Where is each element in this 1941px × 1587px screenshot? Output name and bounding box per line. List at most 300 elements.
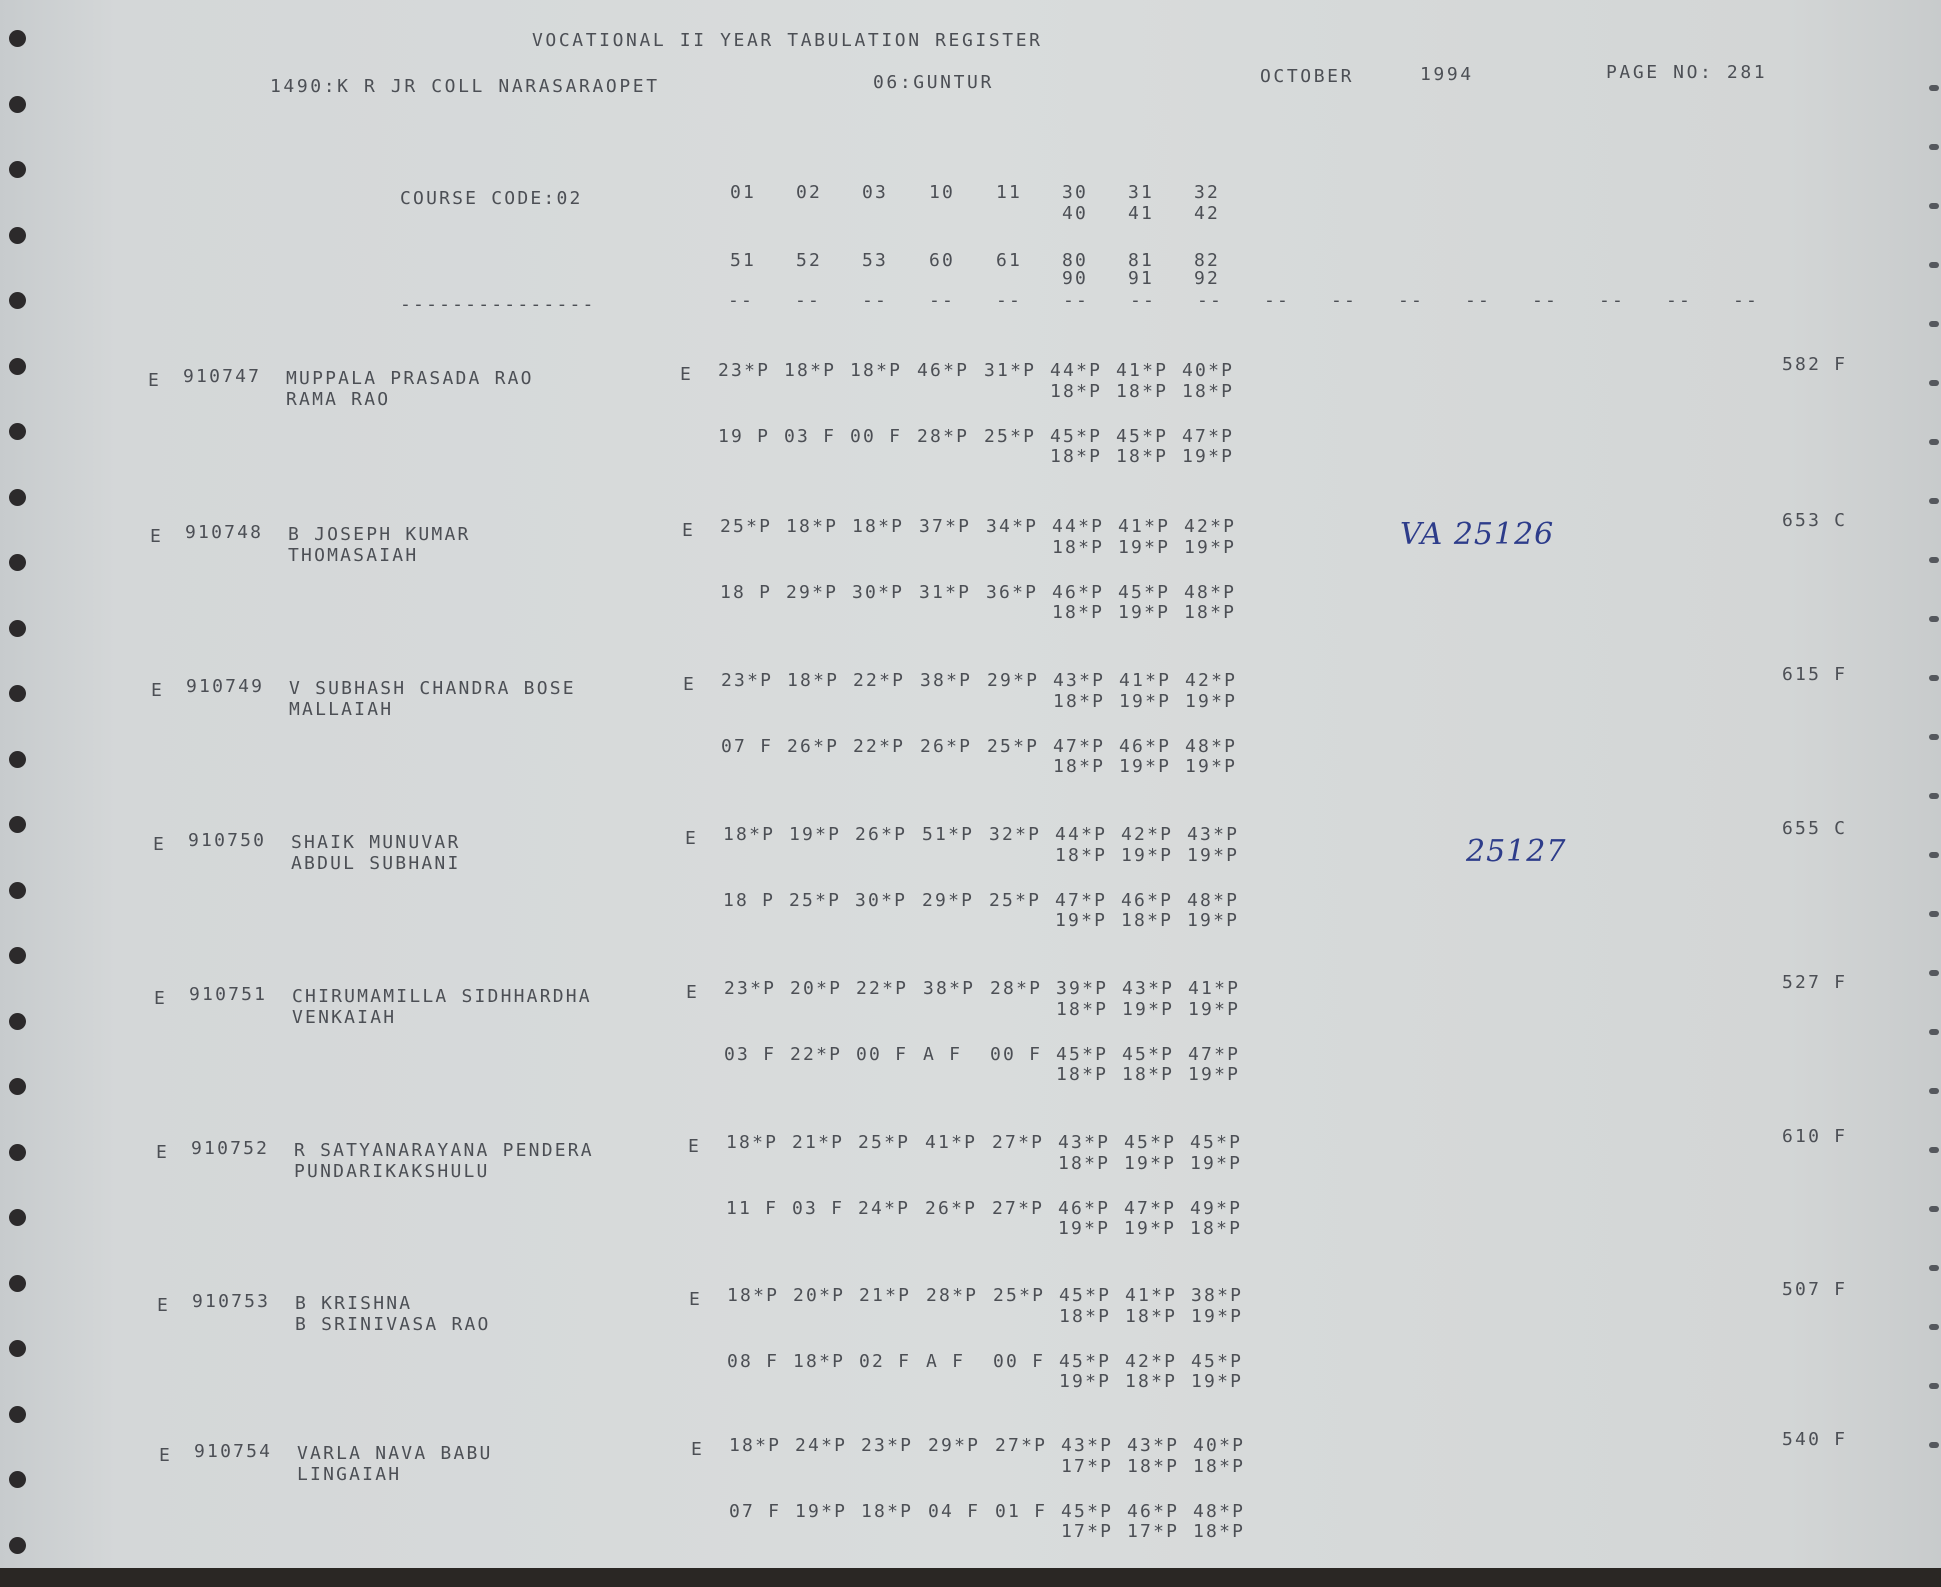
subject-mark: 00 F	[856, 1044, 909, 1065]
binder-hole	[9, 1144, 26, 1161]
subject-mark: 19*P	[1122, 999, 1175, 1020]
subject-mark: 02 F	[859, 1351, 912, 1372]
subject-mark: 03 F	[792, 1198, 845, 1219]
course-code-label: COURSE CODE:02	[400, 188, 583, 209]
edge-perforation	[1929, 1206, 1939, 1212]
subject-mark: 19*P	[789, 824, 842, 845]
subject-mark: 26*P	[787, 736, 840, 757]
subject-mark: 29*P	[786, 582, 839, 603]
subject-mark: 25*P	[989, 890, 1042, 911]
binder-hole	[9, 30, 26, 47]
page-number: PAGE NO: 281	[1606, 62, 1768, 83]
binder-hole	[9, 489, 26, 506]
edge-perforation	[1929, 734, 1939, 740]
subject-mark: 18 P	[723, 890, 776, 911]
subject-mark: 19*P	[1124, 1218, 1177, 1239]
subject-mark: 45*P	[1124, 1132, 1177, 1153]
subject-mark: 18*P	[1050, 381, 1103, 402]
subject-mark: 01 F	[995, 1501, 1048, 1522]
student-name: SHAIK MUNUVAR	[291, 832, 461, 853]
subject-mark: 44*P	[1050, 360, 1103, 381]
column-rule: --	[1197, 290, 1224, 311]
exam-type: E	[151, 680, 165, 701]
column-rule: --	[728, 290, 755, 311]
binder-hole	[9, 1078, 26, 1095]
father-name: RAMA RAO	[286, 389, 391, 410]
edge-perforation	[1929, 911, 1939, 917]
edge-perforation	[1929, 616, 1939, 622]
binder-hole	[9, 751, 26, 768]
subject-mark: 30*P	[852, 582, 905, 603]
subject-mark: 42*P	[1125, 1351, 1178, 1372]
column-rule: --	[1264, 290, 1291, 311]
medium-code: E	[680, 364, 694, 385]
subject-mark: 08 F	[727, 1351, 780, 1372]
roll-number: 910754	[194, 1441, 273, 1462]
subject-mark: 29*P	[922, 890, 975, 911]
subject-mark: 41*P	[925, 1132, 978, 1153]
edge-perforation	[1929, 557, 1939, 563]
subject-mark: 48*P	[1193, 1501, 1246, 1522]
subject-mark: 22*P	[856, 978, 909, 999]
column-rule: --	[1130, 290, 1157, 311]
edge-perforation	[1929, 1324, 1939, 1330]
register-title: VOCATIONAL II YEAR TABULATION REGISTER	[532, 30, 1043, 51]
subject-mark: 25*P	[993, 1285, 1046, 1306]
binder-hole	[9, 1209, 26, 1226]
exam-type: E	[156, 1142, 170, 1163]
father-name: THOMASAIAH	[288, 545, 419, 566]
column-rule: --	[1666, 290, 1693, 311]
subject-mark: 07 F	[729, 1501, 782, 1522]
subject-mark: 45*P	[1122, 1044, 1175, 1065]
subject-mark: 11 F	[726, 1198, 779, 1219]
subject-mark: 22*P	[853, 736, 906, 757]
subject-mark: 18*P	[1122, 1064, 1175, 1085]
edge-perforation	[1929, 498, 1939, 504]
subject-mark: 19*P	[795, 1501, 848, 1522]
father-name: ABDUL SUBHANI	[291, 853, 461, 874]
edge-perforation	[1929, 321, 1939, 327]
subject-mark: 45*P	[1050, 426, 1103, 447]
subject-mark: 43*P	[1053, 670, 1106, 691]
subject-mark: 20*P	[793, 1285, 846, 1306]
subject-mark: 26*P	[925, 1198, 978, 1219]
subject-mark: 25*P	[858, 1132, 911, 1153]
subject-mark: 18*P	[1121, 910, 1174, 931]
column-rule: --	[1733, 290, 1760, 311]
subject-mark: 18*P	[1182, 381, 1235, 402]
subject-mark: 29*P	[987, 670, 1040, 691]
total-and-result: 582 F	[1782, 354, 1848, 375]
subject-mark: 28*P	[926, 1285, 979, 1306]
roll-number: 910747	[183, 366, 262, 387]
subject-mark: 34*P	[986, 516, 1039, 537]
subject-mark: 28*P	[990, 978, 1043, 999]
course-column-code: 82	[1194, 250, 1221, 271]
father-name: B SRINIVASA RAO	[295, 1314, 491, 1335]
subject-mark: 18*P	[1190, 1218, 1243, 1239]
father-name: VENKAIAH	[292, 1007, 397, 1028]
subject-mark: 41*P	[1116, 360, 1169, 381]
subject-mark: 18*P	[1055, 845, 1108, 866]
subject-mark: 29*P	[928, 1435, 981, 1456]
subject-mark: 19*P	[1121, 845, 1174, 866]
exam-type: E	[153, 834, 167, 855]
course-column-code: 80	[1062, 250, 1089, 271]
course-column-code: 81	[1128, 250, 1155, 271]
subject-mark: 18*P	[727, 1285, 780, 1306]
subject-mark: 19*P	[1118, 537, 1171, 558]
subject-mark: 19*P	[1059, 1371, 1112, 1392]
subject-mark: 45*P	[1061, 1501, 1114, 1522]
subject-mark: 48*P	[1185, 736, 1238, 757]
subject-mark: 25*P	[789, 890, 842, 911]
subject-mark: 19*P	[1119, 691, 1172, 712]
subject-mark: 18*P	[784, 360, 837, 381]
exam-year: 1994	[1420, 64, 1474, 85]
exam-type: E	[159, 1445, 173, 1466]
edge-perforation	[1929, 1088, 1939, 1094]
subject-mark: 42*P	[1185, 670, 1238, 691]
subject-mark: 18*P	[1056, 999, 1109, 1020]
student-name: MUPPALA PRASADA RAO	[286, 368, 534, 389]
course-column-code: 32	[1194, 182, 1221, 203]
binder-hole	[9, 358, 26, 375]
roll-number: 910748	[185, 522, 264, 543]
subject-mark: 45*P	[1116, 426, 1169, 447]
subject-mark: 18*P	[1052, 602, 1105, 623]
exam-month: OCTOBER	[1260, 66, 1355, 87]
subject-mark: 17*P	[1061, 1456, 1114, 1477]
subject-mark: 46*P	[1127, 1501, 1180, 1522]
subject-mark: 18*P	[1053, 691, 1106, 712]
subject-mark: 19*P	[1185, 756, 1238, 777]
subject-mark: 18*P	[1193, 1456, 1246, 1477]
column-rule: --	[795, 290, 822, 311]
binder-hole	[9, 1406, 26, 1423]
binder-hole	[9, 882, 26, 899]
subject-mark: 18 P	[720, 582, 773, 603]
binder-hole	[9, 1471, 26, 1488]
subject-mark: 18*P	[850, 360, 903, 381]
student-name: B KRISHNA	[295, 1293, 413, 1314]
subject-mark: 19*P	[1187, 910, 1240, 931]
subject-mark: 24*P	[795, 1435, 848, 1456]
column-rule: --	[1599, 290, 1626, 311]
roll-number: 910750	[188, 830, 267, 851]
subject-mark: 18*P	[1125, 1306, 1178, 1327]
subject-mark: 19*P	[1190, 1153, 1243, 1174]
subject-mark: 38*P	[923, 978, 976, 999]
subject-mark: 18*P	[1052, 537, 1105, 558]
binder-hole	[9, 1013, 26, 1030]
subject-mark: 31*P	[984, 360, 1037, 381]
father-name: PUNDARIKAKSHULU	[294, 1161, 490, 1182]
subject-mark: 43*P	[1122, 978, 1175, 999]
subject-mark: 46*P	[1052, 582, 1105, 603]
subject-mark: 37*P	[919, 516, 972, 537]
edge-perforation	[1929, 1147, 1939, 1153]
binder-hole	[9, 161, 26, 178]
subject-mark: 27*P	[992, 1198, 1045, 1219]
binder-hole	[9, 554, 26, 571]
subject-mark: 21*P	[859, 1285, 912, 1306]
subject-mark: 18*P	[1116, 446, 1169, 467]
subject-mark: 47*P	[1182, 426, 1235, 447]
binder-hole	[9, 947, 26, 964]
binder-hole	[9, 96, 26, 113]
subject-mark: 19*P	[1188, 1064, 1241, 1085]
column-rule: --	[1398, 290, 1425, 311]
roll-number: 910751	[189, 984, 268, 1005]
medium-code: E	[683, 674, 697, 695]
binder-hole	[9, 227, 26, 244]
subject-mark: 27*P	[995, 1435, 1048, 1456]
course-column-code: 51	[730, 250, 757, 271]
subject-mark: 38*P	[920, 670, 973, 691]
subject-mark: 46*P	[1121, 890, 1174, 911]
roll-number: 910749	[186, 676, 265, 697]
total-and-result: 615 F	[1782, 664, 1848, 685]
medium-code: E	[689, 1289, 703, 1310]
course-column-code: 31	[1128, 182, 1155, 203]
column-rule: --	[996, 290, 1023, 311]
roll-number: 910752	[191, 1138, 270, 1159]
binder-hole	[9, 423, 26, 440]
subject-mark: 00 F	[850, 426, 903, 447]
student-name: VARLA NAVA BABU	[297, 1443, 493, 1464]
medium-code: E	[686, 982, 700, 1003]
binder-hole	[9, 685, 26, 702]
student-name: V SUBHASH CHANDRA BOSE	[289, 678, 576, 699]
subject-mark: 26*P	[855, 824, 908, 845]
course-code-rule: ---------------	[400, 294, 596, 315]
exam-type: E	[157, 1295, 171, 1316]
subject-mark: 48*P	[1184, 582, 1237, 603]
subject-mark: 47*P	[1124, 1198, 1177, 1219]
father-name: MALLAIAH	[289, 699, 394, 720]
subject-mark: 43*P	[1061, 1435, 1114, 1456]
subject-mark: A F	[926, 1351, 966, 1372]
subject-mark: 18*P	[852, 516, 905, 537]
subject-mark: 19*P	[1182, 446, 1235, 467]
subject-mark: 18*P	[1056, 1064, 1109, 1085]
subject-mark: 46*P	[917, 360, 970, 381]
binder-hole	[9, 620, 26, 637]
course-column-code: 41	[1128, 203, 1155, 224]
subject-mark: 18*P	[1050, 446, 1103, 467]
student-name: CHIRUMAMILLA SIDHHARDHA	[292, 986, 592, 1007]
total-and-result: 653 C	[1782, 510, 1848, 531]
subject-mark: 18*P	[1127, 1456, 1180, 1477]
subject-mark: 48*P	[1187, 890, 1240, 911]
subject-mark: 18*P	[729, 1435, 782, 1456]
subject-mark: 18*P	[1059, 1306, 1112, 1327]
course-column-code: 61	[996, 250, 1023, 271]
course-column-code: 53	[862, 250, 889, 271]
handwritten-note: 25127	[1466, 834, 1567, 869]
subject-mark: 42*P	[1184, 516, 1237, 537]
edge-perforation	[1929, 144, 1939, 150]
subject-mark: 19*P	[1191, 1306, 1244, 1327]
subject-mark: 25*P	[984, 426, 1037, 447]
subject-mark: 18*P	[861, 1501, 914, 1522]
subject-mark: 18*P	[723, 824, 776, 845]
subject-mark: 45*P	[1059, 1351, 1112, 1372]
subject-mark: 22*P	[853, 670, 906, 691]
edge-perforation	[1929, 1265, 1939, 1271]
course-column-code: 91	[1128, 268, 1155, 289]
course-column-code: 10	[929, 182, 956, 203]
column-rule: --	[1465, 290, 1492, 311]
course-column-code: 11	[996, 182, 1023, 203]
district-name: 06:GUNTUR	[873, 72, 994, 93]
column-rule: --	[929, 290, 956, 311]
subject-mark: 27*P	[992, 1132, 1045, 1153]
edge-perforation	[1929, 1442, 1939, 1448]
subject-mark: 03 F	[784, 426, 837, 447]
subject-mark: 45*P	[1190, 1132, 1243, 1153]
course-column-code: 40	[1062, 203, 1089, 224]
roll-number: 910753	[192, 1291, 271, 1312]
subject-mark: 40*P	[1182, 360, 1235, 381]
binder-hole	[9, 1340, 26, 1357]
course-column-code: 30	[1062, 182, 1089, 203]
column-rule: --	[1331, 290, 1358, 311]
column-rule: --	[1532, 290, 1559, 311]
subject-mark: 17*P	[1061, 1521, 1114, 1542]
column-rule: --	[1063, 290, 1090, 311]
subject-mark: 18*P	[1125, 1371, 1178, 1392]
subject-mark: 18*P	[1116, 381, 1169, 402]
edge-perforation	[1929, 970, 1939, 976]
subject-mark: 18*P	[787, 670, 840, 691]
column-rule: --	[862, 290, 889, 311]
father-name: LINGAIAH	[297, 1464, 402, 1485]
subject-mark: 47*P	[1055, 890, 1108, 911]
exam-type: E	[148, 370, 162, 391]
edge-perforation	[1929, 262, 1939, 268]
subject-mark: 25*P	[720, 516, 773, 537]
medium-code: E	[682, 520, 696, 541]
subject-mark: 51*P	[922, 824, 975, 845]
subject-mark: 21*P	[792, 1132, 845, 1153]
subject-mark: 19*P	[1188, 999, 1241, 1020]
edge-perforation	[1929, 380, 1939, 386]
subject-mark: 00 F	[990, 1044, 1043, 1065]
edge-perforation	[1929, 793, 1939, 799]
binder-hole	[9, 1537, 26, 1554]
handwritten-note: VA 25126	[1400, 517, 1555, 552]
subject-mark: 19*P	[1055, 910, 1108, 931]
college-name: 1490:K R JR COLL NARASARAOPET	[270, 76, 660, 97]
subject-mark: 32*P	[989, 824, 1042, 845]
binder-hole	[9, 816, 26, 833]
subject-mark: 41*P	[1118, 516, 1171, 537]
total-and-result: 527 F	[1782, 972, 1848, 993]
edge-perforation	[1929, 203, 1939, 209]
subject-mark: 40*P	[1193, 1435, 1246, 1456]
subject-mark: 23*P	[861, 1435, 914, 1456]
course-column-code: 92	[1194, 268, 1221, 289]
subject-mark: 00 F	[993, 1351, 1046, 1372]
subject-mark: 19*P	[1191, 1371, 1244, 1392]
subject-mark: 19*P	[1185, 691, 1238, 712]
subject-mark: 44*P	[1052, 516, 1105, 537]
subject-mark: 26*P	[920, 736, 973, 757]
subject-mark: 03 F	[724, 1044, 777, 1065]
subject-mark: 18*P	[786, 516, 839, 537]
subject-mark: 41*P	[1119, 670, 1172, 691]
subject-mark: 23*P	[721, 670, 774, 691]
subject-mark: 25*P	[987, 736, 1040, 757]
subject-mark: 43*P	[1127, 1435, 1180, 1456]
course-column-code: 52	[796, 250, 823, 271]
medium-code: E	[691, 1439, 705, 1460]
subject-mark: 42*P	[1121, 824, 1174, 845]
subject-mark: 17*P	[1127, 1521, 1180, 1542]
subject-mark: 45*P	[1059, 1285, 1112, 1306]
subject-mark: 19*P	[1184, 537, 1237, 558]
subject-mark: 22*P	[790, 1044, 843, 1065]
subject-mark: 46*P	[1119, 736, 1172, 757]
total-and-result: 655 C	[1782, 818, 1848, 839]
subject-mark: 07 F	[721, 736, 774, 757]
subject-mark: 19*P	[1119, 756, 1172, 777]
subject-mark: 31*P	[919, 582, 972, 603]
subject-mark: 39*P	[1056, 978, 1109, 999]
subject-mark: 47*P	[1053, 736, 1106, 757]
subject-mark: 49*P	[1190, 1198, 1243, 1219]
subject-mark: 47*P	[1188, 1044, 1241, 1065]
subject-mark: 19*P	[1124, 1153, 1177, 1174]
subject-mark: 41*P	[1125, 1285, 1178, 1306]
course-column-code: 60	[929, 250, 956, 271]
medium-code: E	[688, 1136, 702, 1157]
exam-type: E	[150, 526, 164, 547]
subject-mark: 45*P	[1118, 582, 1171, 603]
subject-mark: 24*P	[858, 1198, 911, 1219]
subject-mark: 46*P	[1058, 1198, 1111, 1219]
total-and-result: 610 F	[1782, 1126, 1848, 1147]
subject-mark: 30*P	[855, 890, 908, 911]
edge-perforation	[1929, 852, 1939, 858]
subject-mark: 36*P	[986, 582, 1039, 603]
subject-mark: 38*P	[1191, 1285, 1244, 1306]
edge-perforation	[1929, 85, 1939, 91]
subject-mark: 18*P	[726, 1132, 779, 1153]
course-column-code: 42	[1194, 203, 1221, 224]
subject-mark: 43*P	[1058, 1132, 1111, 1153]
subject-mark: 41*P	[1188, 978, 1241, 999]
subject-mark: 43*P	[1187, 824, 1240, 845]
course-column-code: 03	[862, 182, 889, 203]
course-column-code: 90	[1062, 268, 1089, 289]
subject-mark: 23*P	[718, 360, 771, 381]
subject-mark: 19*P	[1118, 602, 1171, 623]
binder-hole	[9, 292, 26, 309]
subject-mark: 18*P	[1053, 756, 1106, 777]
subject-mark: 19*P	[1058, 1218, 1111, 1239]
edge-perforation	[1929, 675, 1939, 681]
edge-perforation	[1929, 439, 1939, 445]
course-column-code: 02	[796, 182, 823, 203]
subject-mark: 23*P	[724, 978, 777, 999]
edge-perforation	[1929, 1029, 1939, 1035]
subject-mark: 04 F	[928, 1501, 981, 1522]
total-and-result: 540 F	[1782, 1429, 1848, 1450]
